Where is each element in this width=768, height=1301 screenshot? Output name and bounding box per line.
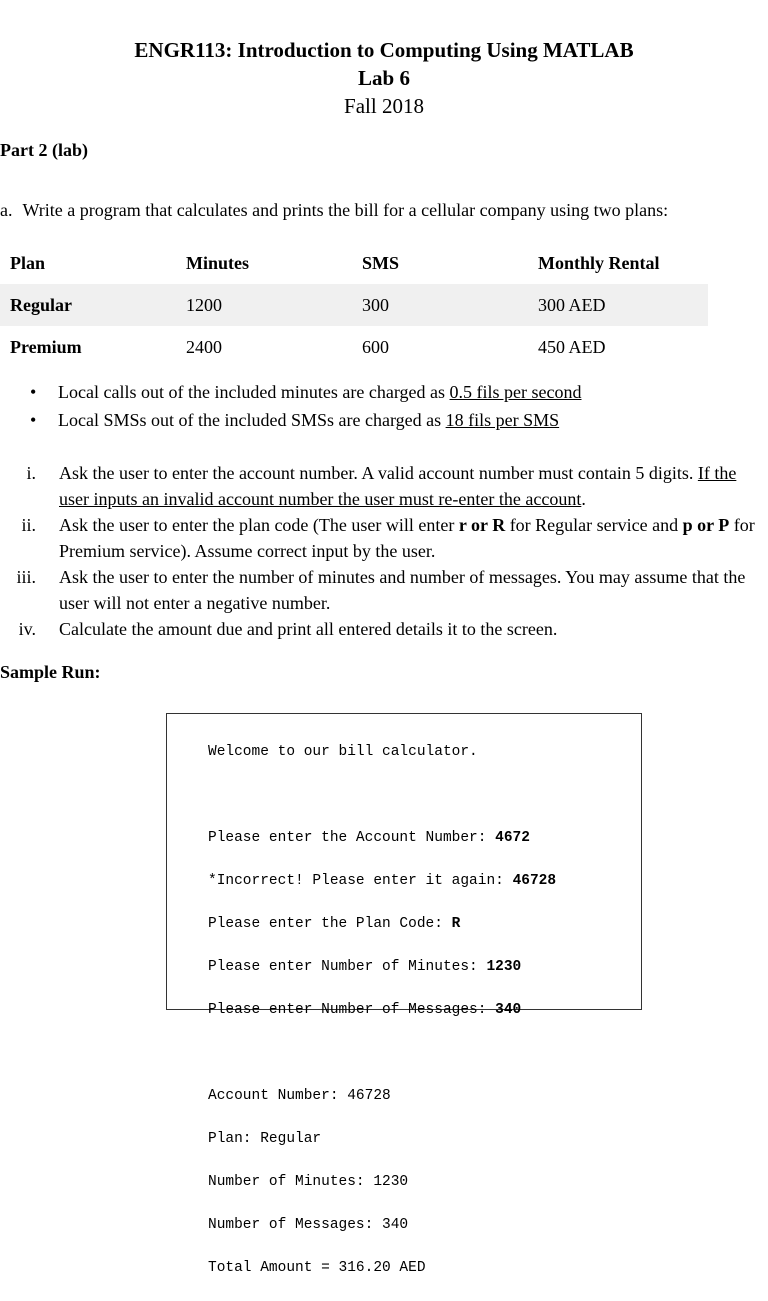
terminal-output: Account Number: 46728 [208, 1087, 391, 1104]
step-text: Ask the user to enter the plan code (The user will enter [59, 515, 459, 535]
list-item [28, 378, 582, 406]
course-title: ENGR113: Introduction to Computing Using MATLAB [134, 38, 634, 62]
terminal-user-input: 46728 [512, 872, 557, 889]
cell-rental: 300 AED [538, 284, 708, 326]
step-text-tail: . [581, 489, 586, 509]
step-text: Ask the user to enter the account number. A valid account number must contain 5 digits. [59, 463, 694, 483]
terminal-output: Plan: Regular [208, 1130, 322, 1147]
header-monthly-rental: Monthly Rental [538, 252, 660, 273]
steps-list [0, 460, 760, 642]
terminal-output: Number of Minutes: 1230 [208, 1173, 409, 1190]
step-iv [0, 616, 760, 642]
terminal-user-input: 1230 [486, 958, 522, 975]
terminal-output: Total Amount = 316.20 AED [208, 1259, 426, 1276]
step-i [0, 460, 760, 512]
plans-table [0, 242, 708, 368]
terminal-blank-line [208, 785, 641, 807]
bullet-text: Local SMSs out of the included SMSs are charged as [58, 410, 446, 430]
step-text: for Premium service). Assume correct input by the user. [59, 515, 755, 561]
terminal-line [208, 871, 641, 893]
terminal-output: Number of Messages: 340 [208, 1216, 409, 1233]
step-number: iii. [16, 567, 36, 587]
cell-minutes: 2400 [186, 336, 222, 357]
bullet-icon: • [30, 410, 37, 430]
step-bold-text: p or P [682, 515, 730, 535]
sample-run-box [166, 713, 642, 1276]
step-iii [0, 564, 760, 616]
question-label: a. [0, 200, 13, 220]
header-minutes: Minutes [186, 252, 249, 273]
document-header [0, 36, 768, 120]
terminal-prompt: Please enter the Plan Code: [208, 915, 452, 932]
terminal-user-input: 4672 [495, 829, 530, 846]
terminal-user-input: R [451, 915, 461, 932]
terminal-prompt: Please enter Number of Minutes: [208, 958, 487, 975]
cell-plan: Premium [10, 336, 82, 357]
cell-minutes: 1200 [186, 284, 362, 326]
charges-list [28, 378, 582, 434]
terminal-line [208, 828, 641, 850]
step-text: Ask the user to enter the number of minutes and number of messages. You may assume that the user will not enter a negative number. [59, 567, 746, 613]
lab-title: Lab 6 [358, 66, 410, 90]
step-underlined-text: If the user inputs an invalid account number the user must re-enter the account [59, 463, 737, 509]
step-number: ii. [21, 515, 36, 535]
part-title: Part 2 (lab) [0, 140, 88, 160]
header-plan: Plan [10, 252, 46, 273]
terminal-line [208, 914, 641, 936]
terminal-user-input: 340 [495, 1001, 522, 1018]
question-a [0, 200, 668, 221]
terminal-prompt: Please enter the Account Number: [208, 829, 496, 846]
step-number: i. [26, 463, 36, 483]
table-row-regular [0, 284, 708, 326]
terminal-blank-line [208, 1043, 641, 1065]
step-number: iv. [18, 619, 36, 639]
bullet-text: Local calls out of the included minutes are charged as [58, 382, 450, 402]
cell-rental: 450 AED [538, 336, 606, 357]
terminal-prompt: Please enter Number of Messages: [208, 1001, 496, 1018]
question-text: Write a program that calculates and prints the bill for a cellular company using two plans: [22, 200, 669, 220]
step-text: Calculate the amount due and print all entered details it to the screen. [59, 619, 558, 639]
terminal-line [208, 957, 641, 979]
bullet-underlined-rate: 0.5 fils per second [449, 382, 582, 402]
header-sms: SMS [362, 252, 400, 273]
terminal-prompt: *Incorrect! Please enter it again: [208, 872, 513, 889]
terminal-line: Welcome to our bill calculator. [208, 743, 478, 760]
step-bold-text: r or R [458, 515, 506, 535]
bullet-underlined-rate: 18 fils per SMS [445, 410, 560, 430]
cell-sms: 300 [362, 284, 538, 326]
step-text: for Regular service and [505, 515, 683, 535]
list-item [28, 406, 582, 434]
plans-table-header [0, 242, 708, 284]
term-label: Fall 2018 [344, 94, 424, 118]
cell-plan: Regular [0, 284, 186, 326]
bullet-icon: • [30, 382, 37, 402]
sample-run-title: Sample Run: [0, 662, 101, 682]
cell-sms: 600 [362, 336, 389, 357]
table-row-premium [0, 326, 708, 368]
step-ii [0, 512, 760, 564]
terminal-line [208, 1000, 641, 1022]
